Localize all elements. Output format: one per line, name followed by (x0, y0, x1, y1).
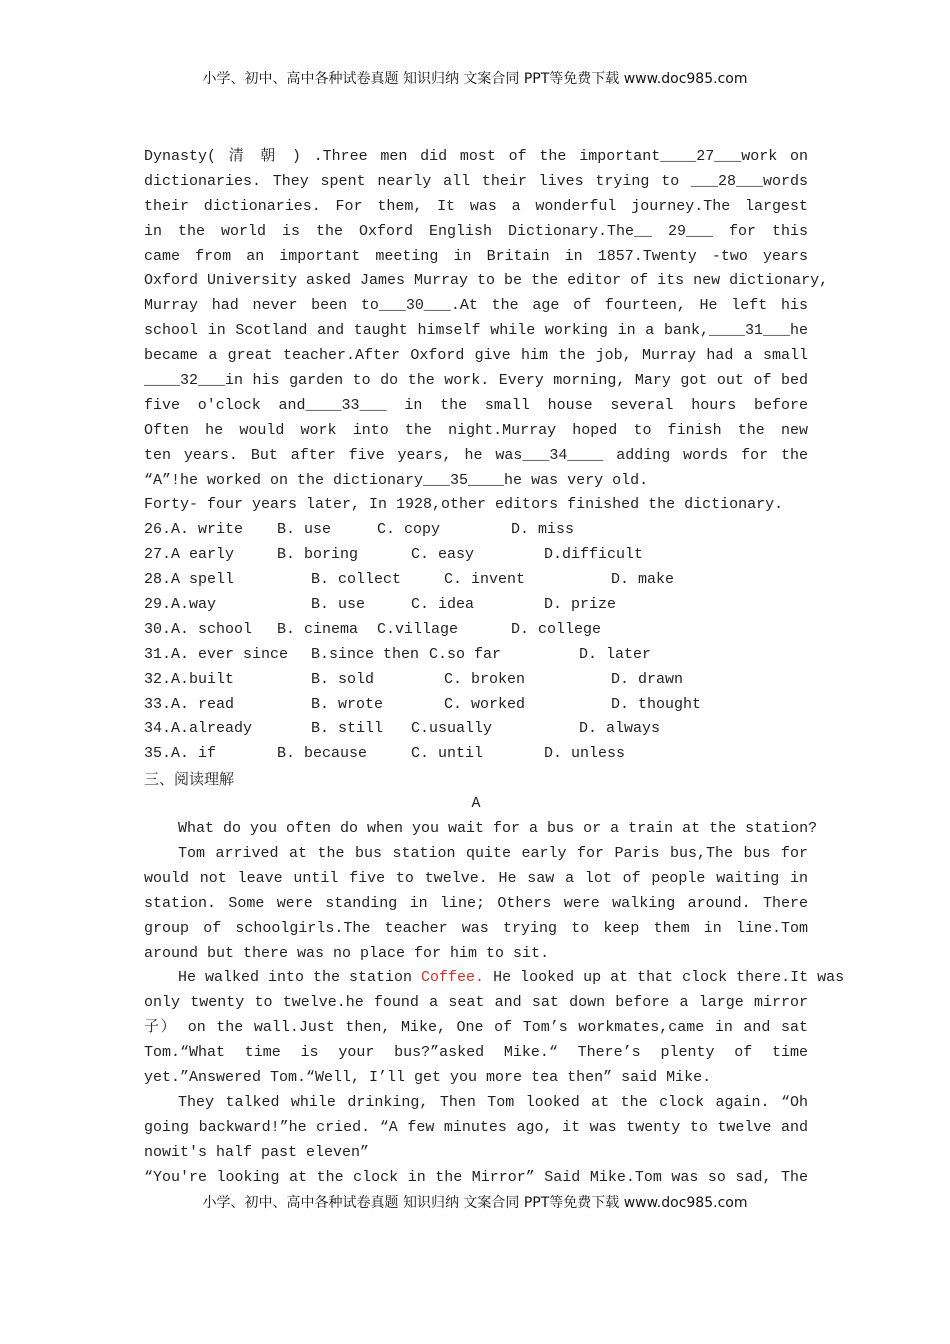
reading-line: going backward!”he cried. “A few minutes ago, it was twenty to twelve and (144, 1118, 808, 1136)
section-title: 三、阅读理解 (144, 770, 235, 789)
reading-line: group of schoolgirls.The teacher was trying to keep them in line.Tom (144, 919, 808, 937)
question-32 (144, 668, 808, 693)
option-c: C. copy (377, 521, 441, 539)
reading-line: around but there was no place for him to sit. (144, 944, 550, 962)
passage-line: their dictionaries. For them, It was a wonderful journey.The largest (144, 197, 808, 215)
highlighted-word: Coffee. (421, 969, 485, 987)
question-28 (144, 568, 808, 593)
reading-text: He looked up at that clock there.It was (484, 969, 845, 987)
page-header: 小学、初中、高中各种试卷真题 知识归纳 文案合同 PPT等免费下载 www.doc985.com (202, 71, 748, 87)
option-b: B.since then (311, 645, 420, 663)
passage-line: Dynasty( 清 朝 ) .Three men did most of the important____27___work on (144, 148, 808, 165)
question-34 (144, 717, 808, 742)
reading-line: nowit's half past eleven” (144, 1143, 370, 1161)
reading-text: He walked into the station (178, 969, 422, 987)
option-d: D. make (611, 571, 675, 589)
option-b: B. use (277, 521, 332, 539)
option-d: D. drawn (611, 670, 684, 688)
option-a: 28.A spell (144, 571, 235, 589)
option-a: 26.A. write (144, 521, 244, 539)
option-a: 30.A. school (144, 620, 253, 638)
passage-line: school in Scotland and taught himself while working in a bank,____31___he (144, 322, 808, 340)
option-a: 32.A.built (144, 670, 235, 688)
passage-line: ____32___in his garden to do the work. Every morning, Mary got out of bed (144, 372, 808, 390)
passage-line: in the world is the Oxford English Dictionary.The__ 29___ for this (144, 222, 808, 240)
passage-line: “A”!he worked on the dictionary___35____he was very old. (144, 471, 649, 489)
reading-line: 子） on the wall.Just then, Mike, One of Tom’s workmates,came in and sat (144, 1019, 808, 1037)
option-b: B. cinema (277, 620, 359, 638)
reading-line: station. Some were standing in line; Others were walking around. There (144, 894, 808, 912)
page-footer: 小学、初中、高中各种试卷真题 知识归纳 文案合同 PPT等免费下载 www.doc985.com (202, 1195, 748, 1211)
passage-line: ten years. But after five years, he was___34____ adding words for the (144, 446, 808, 464)
question-33 (144, 693, 808, 718)
question-31 (144, 643, 808, 668)
reading-line: “You're looking at the clock in the Mirror” Said Mike.Tom was so sad, The (144, 1168, 808, 1186)
reading-question: What do you often do when you wait for a bus or a train at the station? (178, 820, 818, 838)
passage-line: dictionaries. They spent nearly all their lives trying to ___28___words (144, 172, 808, 190)
option-a: 27.A early (144, 546, 235, 564)
option-c: C.so far (429, 645, 502, 663)
option-b: B. collect (311, 571, 402, 589)
option-c: C. worked (444, 695, 526, 713)
option-d: D. unless (544, 745, 626, 763)
option-b: B. use (311, 596, 366, 614)
reading-line: Tom.“What time is your bus?”asked Mike.“ There’s plenty of time (144, 1044, 808, 1062)
option-a: 34.A.already (144, 720, 253, 738)
option-c: C. invent (444, 571, 526, 589)
passage-line: Murray had never been to___30___.At the age of fourteen, He left his (144, 297, 808, 315)
passage-line: Oxford University asked James Murray to be the editor of its new dictionary, (144, 272, 829, 290)
option-a: 29.A.way (144, 596, 217, 614)
question-29 (144, 593, 808, 618)
question-30 (144, 618, 808, 643)
reading-line: would not leave until five to twelve. He saw a lot of people waiting in (144, 869, 808, 887)
passage-line: came from an important meeting in Britain in 1857.Twenty -two years (144, 247, 808, 265)
option-c: C. easy (411, 546, 475, 564)
option-b: B. boring (277, 546, 359, 564)
option-d: D. thought (611, 695, 702, 713)
reading-line: yet.”Answered Tom.“Well, I’ll get you more tea then” said Mike. (144, 1068, 712, 1086)
passage-line: Often he would work into the night.Murray hoped to finish the new (144, 421, 808, 439)
option-d: D. prize (544, 596, 617, 614)
option-d: D. later (579, 645, 652, 663)
option-c: C. idea (411, 596, 475, 614)
option-d: D. miss (511, 521, 575, 539)
option-d: D. always (579, 720, 661, 738)
option-b: B. sold (311, 670, 375, 688)
reading-line: Tom arrived at the bus station quite early for Paris bus,The bus for (178, 844, 808, 862)
question-27 (144, 543, 808, 568)
passage-label: A (471, 795, 481, 813)
reading-line (144, 966, 845, 991)
question-35 (144, 742, 808, 767)
option-a: 33.A. read (144, 695, 235, 713)
option-b: B. still (311, 720, 384, 738)
reading-line: only twenty to twelve.he found a seat and sat down before a large mirror (144, 994, 808, 1012)
passage-line: five o'clock and____33___ in the small house several hours before (144, 396, 808, 414)
option-c: C.usually (411, 720, 493, 738)
passage-line: Forty- four years later, In 1928,other editors finished the dictionary. (144, 496, 784, 514)
option-a: 31.A. ever since (144, 645, 289, 663)
option-c: C. until (411, 745, 484, 763)
option-b: B. wrote (311, 695, 384, 713)
option-d: D.difficult (544, 546, 644, 564)
option-c: C. broken (444, 670, 526, 688)
option-d: D. college (511, 620, 602, 638)
reading-line: They talked while drinking, Then Tom looked at the clock again. “Oh (178, 1093, 808, 1111)
option-c: C.village (377, 620, 459, 638)
question-26 (144, 518, 808, 543)
document-body (144, 145, 845, 1190)
option-a: 35.A. if (144, 745, 217, 763)
passage-line: became a great teacher.After Oxford give him the job, Murray had a small (144, 347, 808, 365)
option-b: B. because (277, 745, 368, 763)
